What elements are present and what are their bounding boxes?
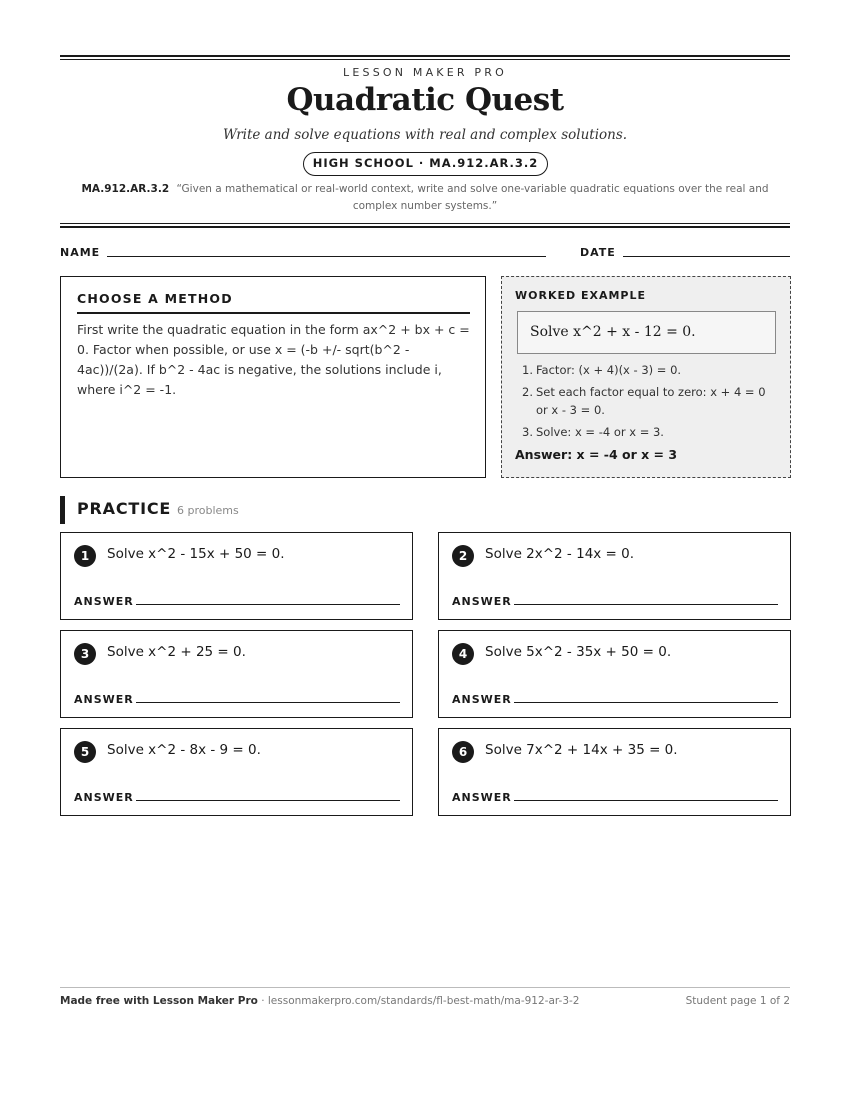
date-label: DATE [580, 246, 616, 259]
method-panel [60, 276, 486, 478]
problem-prompt: Solve x^2 + 25 = 0. [107, 644, 246, 660]
footer-rule [60, 987, 790, 988]
footer-page-number: Student page 1 of 2 [685, 995, 790, 1007]
problem-prompt: Solve 5x^2 - 35x + 50 = 0. [485, 644, 672, 660]
answer-label: ANSWER [452, 791, 512, 804]
method-text: First write the quadratic equation in the form ax^2 + bx + c = 0. Factor when possible, or use x = (-b +/- sqrt(b^2 - 4ac))/(2a). If b^2 - 4ac is negative, the solutions include i, where i^2 = -1. [77, 322, 470, 397]
worked-example-panel [501, 276, 791, 478]
answer-label: ANSWER [452, 595, 512, 608]
footer-credit [60, 995, 579, 1007]
footer-url[interactable]: · lessonmakerpro.com/standards/fl-best-math/ma-912-ar-3-2 [257, 995, 580, 1007]
worksheet-subtitle: Write and solve equations with real and complex solutions. [222, 127, 628, 143]
problem-number: 6 [452, 741, 474, 763]
problem-number: 5 [74, 741, 96, 763]
problem-prompt: Solve x^2 - 8x - 9 = 0. [107, 742, 261, 758]
example-step: 2. Set each factor equal to zero: x + 4 = 0 or x - 3 = 0. [522, 385, 766, 417]
standard-code: MA.912.AR.3.2 [81, 183, 170, 195]
standard-text: “Given a mathematical or real-world context, write and solve one-variable quadratic equations over the real and complex number systems.” [176, 183, 769, 212]
answer-label: ANSWER [74, 693, 134, 706]
footer-made-with: Made free with Lesson Maker Pro [60, 995, 258, 1007]
name-field[interactable] [107, 256, 546, 257]
worksheet-title: Quadratic Quest [286, 82, 564, 118]
worked-example-title: WORKED EXAMPLE [515, 289, 646, 302]
practice-accent-bar [60, 496, 65, 524]
problem-number: 2 [452, 545, 474, 567]
practice-problem-5 [60, 728, 413, 816]
answer-field[interactable] [136, 702, 400, 703]
header-bottom-rule-thin [60, 223, 790, 224]
brand-name: LESSON MAKER PRO [343, 66, 507, 79]
answer-field[interactable] [514, 800, 778, 801]
answer-field[interactable] [514, 604, 778, 605]
header-top-rule [60, 55, 790, 57]
practice-problem-2 [438, 532, 791, 620]
problem-prompt: Solve x^2 - 15x + 50 = 0. [107, 546, 285, 562]
answer-field[interactable] [136, 800, 400, 801]
answer-field[interactable] [136, 604, 400, 605]
worked-example-problem: Solve x^2 + x - 12 = 0. [517, 311, 776, 354]
practice-problem-4 [438, 630, 791, 718]
grade-standard-badge: HIGH SCHOOL · MA.912.AR.3.2 [303, 152, 548, 176]
header-bottom-rule [60, 226, 790, 228]
practice-problem-3 [60, 630, 413, 718]
problem-number: 1 [74, 545, 96, 567]
problem-prompt: Solve 7x^2 + 14x + 35 = 0. [485, 742, 678, 758]
worked-example-steps [517, 361, 777, 445]
name-label: NAME [60, 246, 101, 259]
answer-label: ANSWER [74, 595, 134, 608]
problem-number: 4 [452, 643, 474, 665]
worked-example-answer: Answer: x = -4 or x = 3 [515, 447, 678, 462]
practice-count: 6 problems [177, 504, 239, 517]
problem-prompt: Solve 2x^2 - 14x = 0. [485, 546, 635, 562]
problem-number: 3 [74, 643, 96, 665]
header-top-rule-thin [60, 59, 790, 60]
standard-description [70, 181, 780, 215]
example-step: 1. Factor: (x + 4)(x - 3) = 0. [522, 363, 682, 377]
date-field[interactable] [623, 256, 790, 257]
answer-label: ANSWER [74, 791, 134, 804]
practice-problem-6 [438, 728, 791, 816]
example-step: 3. Solve: x = -4 or x = 3. [522, 425, 664, 439]
practice-problem-1 [60, 532, 413, 620]
method-title: CHOOSE A METHOD [77, 291, 470, 314]
practice-title: PRACTICE [77, 499, 172, 518]
answer-label: ANSWER [452, 693, 512, 706]
answer-field[interactable] [514, 702, 778, 703]
